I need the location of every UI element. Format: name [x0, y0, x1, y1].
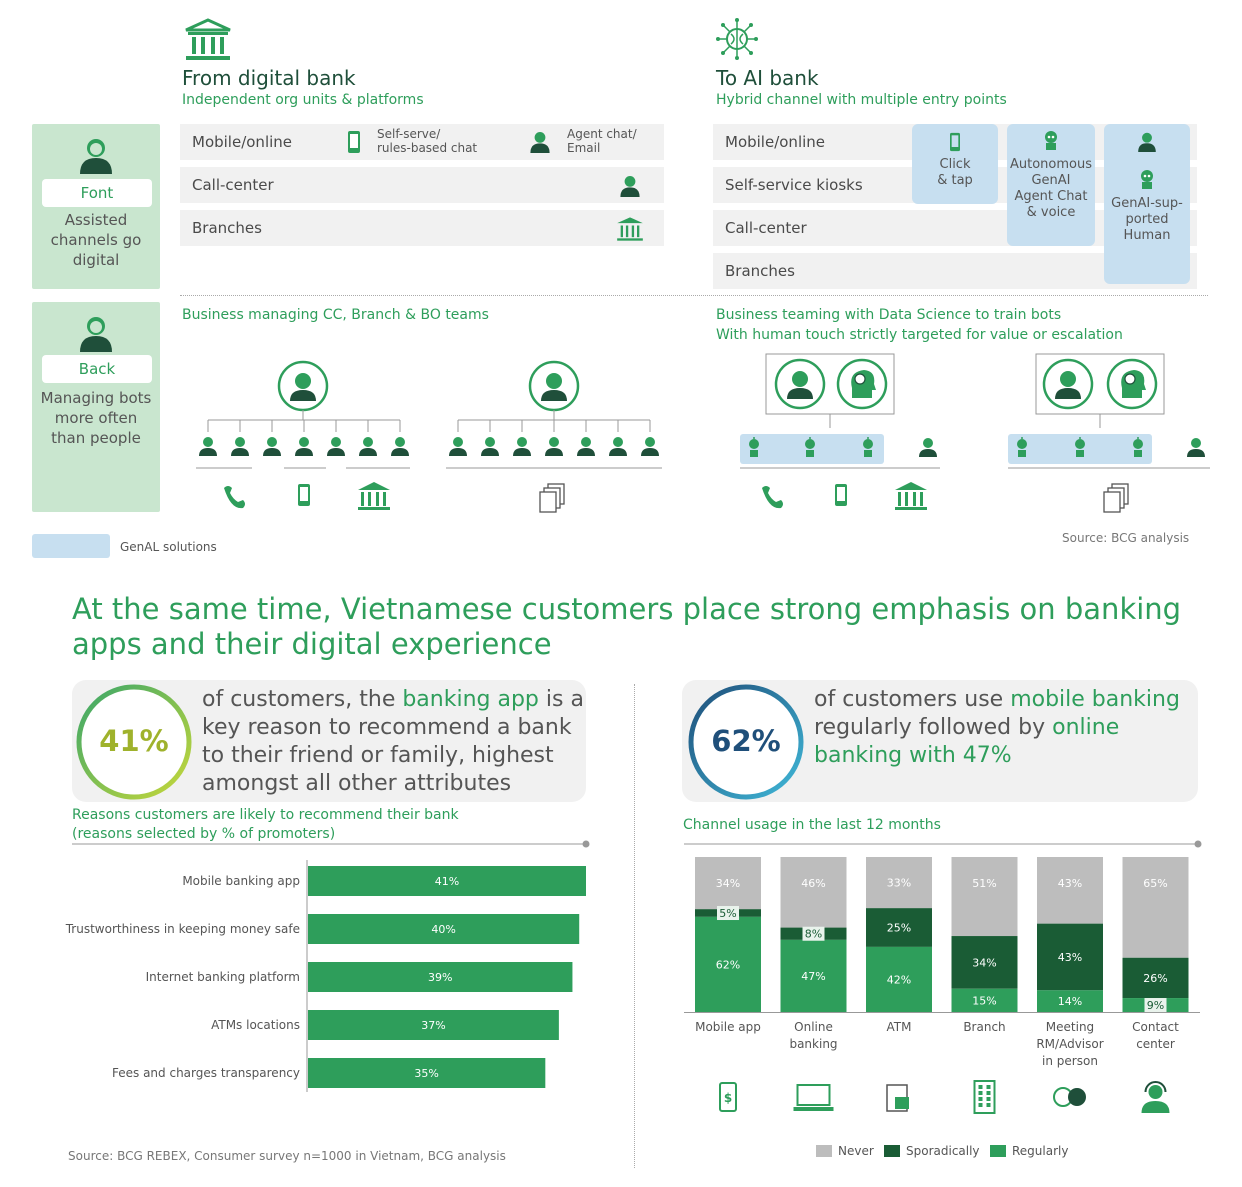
left-row-branches: Branches	[180, 210, 664, 246]
bar-value-label: 35%	[414, 1067, 439, 1080]
bar-value-label: 25%	[886, 921, 912, 935]
bar-segment-never	[781, 857, 847, 928]
left-chart-caption-2: (reasons selected by % of promoters)	[72, 826, 336, 842]
headline-line-1: At the same time, Vietnamese customers place strong emphasis on banking	[72, 592, 1182, 626]
robot-icon	[1137, 167, 1157, 191]
legend-swatch	[990, 1145, 1006, 1157]
left-subtitle: Independent org units & platforms	[182, 92, 424, 108]
bar-category-label: in person	[1042, 1054, 1098, 1068]
right-team-caption-2: With human touch strictly targeted for value or escalation	[716, 327, 1123, 343]
atm-icon	[887, 1085, 909, 1111]
bar-value-label: 9%	[1146, 999, 1165, 1013]
agent-icon	[1136, 130, 1158, 152]
bar-value-label: 42%	[886, 973, 912, 987]
chart-rule-dot	[583, 841, 590, 848]
bar-value-label: 5%	[719, 907, 737, 921]
phone-icon	[346, 130, 362, 154]
stat-left-value: 41%	[99, 724, 169, 758]
right-subtitle: Hybrid channel with multiple entry points	[716, 92, 1007, 108]
bar-category-label: Internet banking platform	[145, 970, 300, 984]
bar-segment-never	[952, 857, 1018, 936]
bar-category-label: Fees and charges transparency	[112, 1066, 300, 1080]
legend-genai-swatch	[32, 534, 110, 558]
left-agentchat: Agent chat/ Email	[567, 127, 637, 155]
bar-category-label: ATM	[886, 1020, 912, 1034]
stacked-bar-chart	[680, 838, 1210, 1168]
genai-supported-label: GenAI-sup- ported Human	[1111, 196, 1183, 243]
stat-right-value: 62%	[711, 724, 781, 758]
bar-category-label: Online	[794, 1020, 833, 1034]
source-top: Source: BCG analysis	[1062, 531, 1190, 545]
bar-value-label: 41%	[434, 875, 460, 888]
bar-value-label: 33%	[886, 876, 912, 890]
headline	[72, 592, 1181, 662]
headline-line-2: apps and their digital experience	[72, 627, 552, 661]
bar-category-label: center	[1136, 1037, 1175, 1051]
left-team-caption: Business managing CC, Branch & BO teams	[182, 307, 489, 323]
bar-segment-never	[1037, 857, 1103, 924]
back-pill: Back	[42, 355, 152, 383]
back-desc: Managing bots more often than people	[40, 389, 152, 447]
agent-icon	[76, 312, 116, 352]
bar-value-label: 26%	[1143, 971, 1168, 985]
bar-value-label: 14%	[1057, 995, 1083, 1009]
bar-category-label: ATMs locations	[211, 1018, 300, 1032]
genai-supported-box	[1104, 124, 1190, 284]
right-row-mobile: Mobile/online	[713, 124, 1197, 160]
svg-text:$: $	[723, 1091, 733, 1105]
stat-left-text: of customers, the banking app is a key reason to recommend a bank to their friend or family, highest amongst all other attributes	[202, 687, 584, 796]
right-row-branches: Branches	[713, 253, 1197, 289]
horizontal-bar-chart	[60, 838, 600, 1098]
genai-click-box	[912, 124, 998, 204]
bar-category-label: Trustworthiness in keeping money safe	[65, 922, 300, 936]
front-pill: Font	[42, 179, 152, 207]
genai-click-label: Click & tap	[937, 157, 973, 188]
bar-value-label: 8%	[804, 927, 823, 941]
meeting-icon	[1054, 1088, 1086, 1106]
bar-value-label: 34%	[715, 877, 741, 890]
bar-value-label: 40%	[431, 923, 456, 936]
org-diagrams	[0, 350, 1242, 520]
building-icon	[975, 1081, 995, 1113]
legend-swatch	[884, 1145, 900, 1157]
bar-category-label: Mobile app	[695, 1020, 761, 1034]
bar-value-label: 34%	[972, 956, 997, 970]
center-divider	[634, 684, 635, 1168]
bar-category-label: Branch	[963, 1020, 1006, 1034]
chart-rule-dot	[1195, 841, 1202, 848]
bar-value-label: 15%	[972, 994, 997, 1008]
ai-brain-icon	[716, 18, 758, 60]
laptop-icon	[794, 1085, 834, 1111]
legend-label: Sporadically	[906, 1144, 980, 1158]
bar-category-label: Mobile banking app	[182, 874, 300, 888]
right-row-callcenter: Call-center	[713, 210, 1197, 246]
agent-icon	[76, 134, 116, 174]
headset-agent-icon	[1142, 1082, 1170, 1113]
bar-value-label: 37%	[421, 1019, 446, 1032]
legend-label: Regularly	[1012, 1144, 1069, 1158]
bar-category-label: RM/Advisor	[1036, 1037, 1104, 1051]
phone-icon	[948, 132, 962, 152]
legend-swatch	[816, 1145, 832, 1157]
bar-value-label: 39%	[427, 971, 453, 984]
bar-value-label: 43%	[1057, 877, 1083, 890]
agent-icon	[528, 129, 552, 153]
bar-value-label: 51%	[972, 877, 997, 890]
bar-value-label: 43%	[1057, 950, 1083, 964]
bar-category-label: banking	[789, 1037, 838, 1051]
bar-value-label: 46%	[801, 877, 826, 890]
left-title: From digital bank	[182, 66, 356, 90]
section-divider	[180, 295, 1208, 296]
right-team-caption-1: Business teaming with Data Science to train bots	[716, 307, 1062, 323]
source-bottom: Source: BCG REBEX, Consumer survey n=1000 in Vietnam, BCG analysis	[68, 1149, 506, 1163]
robot-icon	[1041, 128, 1061, 152]
right-chart-caption: Channel usage in the last 12 months	[683, 817, 941, 833]
left-chart-caption-1: Reasons customers are likely to recommend their bank	[72, 807, 459, 823]
bank-icon	[184, 18, 232, 62]
front-desc: Assisted channels go digital	[50, 211, 142, 269]
bar-value-label: 47%	[801, 969, 826, 983]
mobile-dollar-icon	[720, 1083, 736, 1111]
legend-label: Never	[838, 1144, 874, 1158]
legend-genai-label: GenAL solutions	[120, 540, 217, 554]
genai-autonomous-box	[1007, 124, 1095, 246]
bar-segment-never	[1123, 857, 1189, 958]
bar-category-label: Meeting	[1045, 1020, 1095, 1034]
left-row-mobile: Mobile/online	[180, 124, 664, 160]
bar-value-label: 62%	[715, 958, 741, 972]
stat-right-text: of customers use mobile banking regularly followed by online banking with 47%	[814, 687, 1180, 768]
left-row-callcenter: Call-center	[180, 167, 664, 203]
bar-value-label: 65%	[1143, 877, 1168, 890]
genai-autonomous-label: Autonomous GenAI Agent Chat & voice	[1009, 157, 1092, 220]
bar-category-label: Contact	[1132, 1020, 1179, 1034]
left-selfserve: Self-serve/ rules-based chat	[377, 127, 478, 155]
right-row-kiosks: Self-service kiosks	[713, 167, 1197, 203]
agent-icon	[618, 173, 642, 197]
front-box	[32, 124, 160, 289]
bank-icon	[616, 216, 644, 242]
right-title: To AI bank	[716, 66, 819, 90]
